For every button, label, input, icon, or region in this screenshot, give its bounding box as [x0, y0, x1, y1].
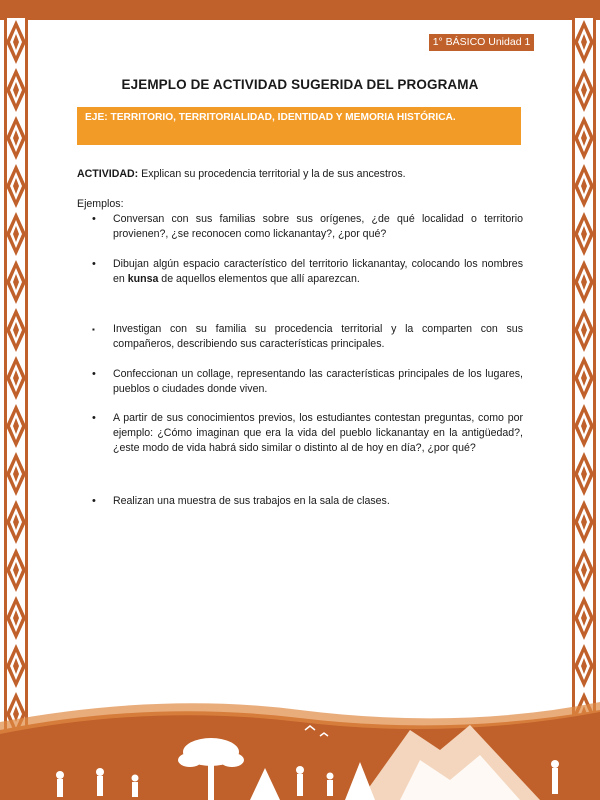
- example-item: [113, 257, 523, 287]
- bullet-marker: •: [92, 412, 96, 424]
- top-decorative-band: [0, 0, 600, 20]
- bullet-marker: •: [92, 368, 96, 380]
- example-item: Realizan una muestra de sus trabajos en la sala de clases.: [113, 495, 390, 507]
- example-item: Confeccionan un collage, representando las características principales de los lugares, pueblos o ciudades donde viven.: [113, 368, 523, 395]
- activity-label: ACTIVIDAD:: [77, 168, 139, 180]
- square-bullet-marker: ▪: [92, 325, 95, 334]
- bullet-marker: •: [92, 213, 96, 225]
- bullet-marker: •: [92, 495, 96, 507]
- page-title: EJEMPLO DE ACTIVIDAD SUGERIDA DEL PROGRAMA: [121, 77, 479, 92]
- grade-unit-badge: 1° BÁSICO Unidad 1: [429, 34, 534, 51]
- example-item: Conversan con sus familias sobre sus orígenes, ¿de qué localidad o territorio provienen?, ¿se reconocen como lickanantay?, ¿por qué?: [113, 213, 523, 240]
- item-text-part: Dibujan algún espacio característico del territorio lickanantay, colocando los nombres en: [113, 258, 523, 285]
- example-item: A partir de sus conocimientos previos, los estudiantes contestan preguntas, como por ejemplo: ¿Cómo imaginan que era la vida del pueblo lickanantay en la antigüedad?, ¿este modo de vida habrá sido similar o distinto al de hoy en día?, ¿por qué?: [113, 412, 523, 454]
- activity-line: [77, 167, 406, 182]
- item-text-part: de aquellos elementos que allí aparezcan.: [158, 273, 360, 285]
- right-decorative-border: [572, 18, 596, 730]
- item-bold-word: kunsa: [127, 273, 159, 285]
- activity-text: Explican su procedencia territorial y la de sus ancestros.: [141, 168, 406, 180]
- landscape-illustration: [0, 690, 600, 800]
- left-decorative-border: [4, 18, 28, 730]
- examples-label: Ejemplos:: [77, 198, 124, 210]
- eje-banner: EJE: TERRITORIO, TERRITORIALIDAD, IDENTIDAD Y MEMORIA HISTÓRICA.: [77, 107, 521, 145]
- bullet-marker: •: [92, 258, 96, 270]
- example-item: Investigan con su familia su procedencia territorial y la comparten con sus compañeros, describiendo sus características principales.: [113, 323, 523, 350]
